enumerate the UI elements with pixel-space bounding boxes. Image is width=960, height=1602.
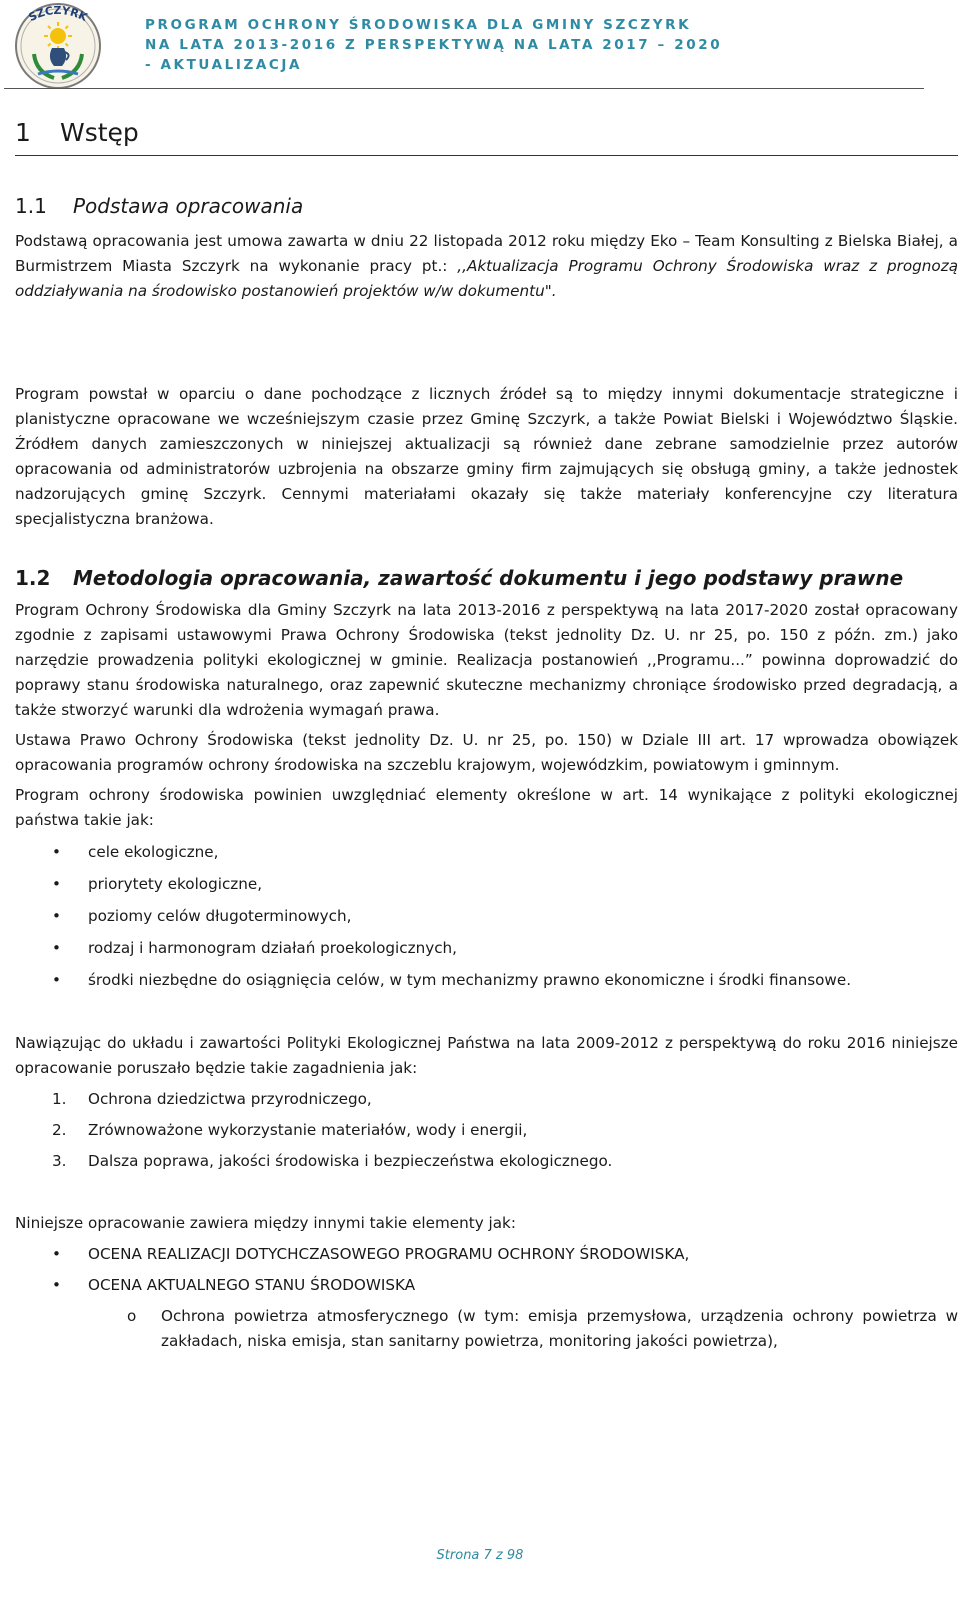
section-heading-1-1 [15,191,958,221]
szczyrk-coat-of-arms-logo [14,2,102,90]
paragraph-basis-title: ,,Aktualizacja Programu Ochrony Środowiska wraz z prognozą oddziaływania na środowisko postanowień projektów w/w dokumentu". [15,257,958,300]
chapter-heading [15,110,958,156]
list-item: • priorytety ekologiczne, [15,872,958,897]
contents-list [15,1242,958,1298]
paragraph-elements-intro: Program ochrony środowiska powinien uwzględniać elementy określone w art. 14 wynikające z polityki ekologicznej państwa takie jak: [15,786,958,829]
document-title-line-3: - AKTUALIZACJA [145,57,303,73]
list-item: • cele ekologiczne, [15,840,958,865]
list-text: Dalsza poprawa, jakości środowiska i bezpieczeństwa ekologicznego. [88,1152,613,1170]
paragraph-law: Ustawa Prawo Ochrony Środowiska (tekst jednolity Dz. U. nr 25, po. 150) w Dziale III art. 17 wprowadza obowiązek opracowania programów ochrony środowiska na szczeblu krajowym, wojewódzkim, powiatowym i gminnym. [15,731,958,774]
list-text: Ochrona dziedzictwa przyrodniczego, [88,1090,372,1108]
paragraph-basis-text: Podstawą opracowania jest umowa zawarta w dniu 22 listopada 2012 roku między Eko – Team Konsulting z Bielska Białej, a Burmistrzem Miasta Szczyrk na wykonanie pracy pt.: [15,232,958,275]
section-title: Podstawa opracowania [73,194,304,218]
list-number: 3. [52,1152,67,1170]
list-item: • OCENA REALIZACJI DOTYCHCZASOWEGO PROGRAMU OCHRONY ŚRODOWISKA, [15,1242,958,1267]
list-item: • OCENA AKTUALNEGO STANU ŚRODOWISKA [15,1273,958,1298]
paragraph-contents-intro: Niniejsze opracowanie zawiera między innymi takie elementy jak: [15,1214,516,1232]
list-item: • rodzaj i harmonogram działań proekologicznych, [15,936,958,961]
document-title [145,15,722,75]
paragraph-basis [15,229,958,304]
sublist-text: Ochrona powietrza atmosferycznego (w tym: emisja przemysłowa, urządzenia ochrony powietrza w zakładach, niska emisja, stan sanitarny powietrza, monitoring jakości powietrza), [161,1307,958,1350]
list-item [15,1118,958,1143]
chapter-number: 1 [15,118,31,147]
page-number: Strona 7 z 98 [436,1548,524,1563]
section-number: 1.1 [15,194,47,218]
header-divider [4,88,924,89]
chapter-title: Wstęp [60,118,139,147]
list-item [15,1087,958,1112]
list-item [15,1149,958,1174]
list-number: 1. [52,1090,67,1108]
document-title-line-1: PROGRAM OCHRONY ŚRODOWISKA DLA GMINY SZCZYRK [145,17,692,33]
section-number: 1.2 [15,566,51,590]
list-item: • środki niezbędne do osiągnięcia celów, w tym mechanizmy prawno ekonomiczne i środki finansowe. [15,968,958,993]
section-title: Metodologia opracowania, zawartość dokumentu i jego podstawy prawne [73,566,904,590]
paragraph-policy: Nawiązując do układu i zawartości Polityki Ekologicznej Państwa na lata 2009-2012 z perspektywą do roku 2016 niniejsze opracowanie poruszało będzie takie zagadnienia jak: [15,1034,958,1077]
list-text: Zrównoważone wykorzystanie materiałów, wody i energii, [88,1121,528,1139]
ecological-elements-list [15,840,958,993]
paragraph-sources: Program powstał w oparciu o dane pochodzące z licznych źródeł są to między innymi dokumentacje strategiczne i planistyczne opracowane we wcześniejszym czasie przez Gminę Szczyrk, a także Powiat Bielski i Województwo Śląskie. Źródłem danych zamieszczonych w niniejszej aktualizacji są również dane zebrane samodzielnie przez autorów opracowania od administratorów uzbrojenia na obszarze gminy firm zajmujących się obsługą gminy, a także jednostek nadzorujących gminę Szczyrk. Cennymi materiałami okazały się także materiały konferencyjne czy literatura specjalistyczna branżowa. [15,385,958,528]
page-content [15,110,958,1354]
list-number: 2. [52,1121,67,1139]
sublist-marker: o [127,1307,137,1325]
list-item: • poziomy celów długoterminowych, [15,904,958,929]
document-title-line-2: NA LATA 2013-2016 Z PERSPEKTYWĄ NA LATA 2017 – 2020 [145,37,723,53]
logo-text: SZCZYRK [26,3,90,25]
section-heading-1-2 [15,563,958,593]
page-header [0,0,960,92]
sublist-item [15,1304,958,1354]
contents-sublist [15,1304,958,1354]
policy-topics-list [15,1087,958,1174]
paragraph-methodology: Program Ochrony Środowiska dla Gminy Szczyrk na lata 2013-2016 z perspektywą na lata 2017-2020 został opracowany zgodnie z zapisami ustawowymi Prawa Ochrony Środowiska (tekst jednolity Dz. U. nr 25, po. 150 z późn. zm.) jako narzędzie prowadzenia polityki ekologicznej w gminie. Realizacja postanowień ,,Programu...” powinna doprowadzić do poprawy stanu środowiska naturalnego, oraz zapewnić skuteczne mechanizmy chroniące środowisko przed degradacją, a także stworzyć warunki dla wdrożenia wymagań prawa. [15,601,958,719]
